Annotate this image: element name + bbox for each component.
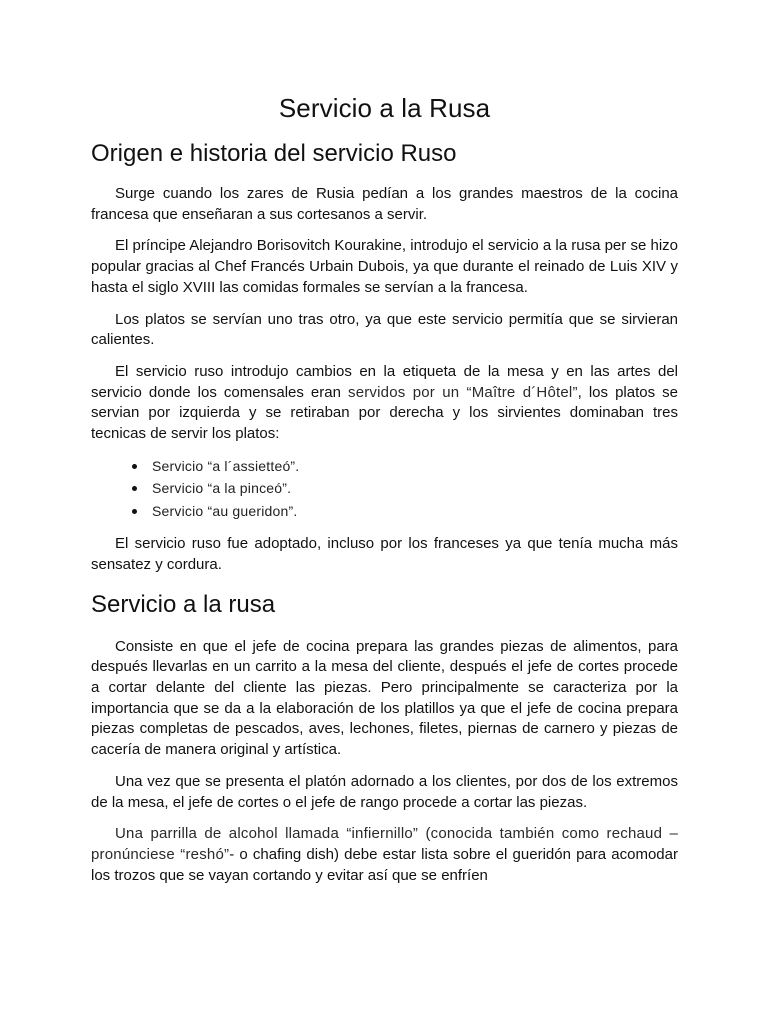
- list-item: [91, 500, 678, 523]
- bullet-icon: [132, 509, 137, 514]
- paragraph-origin-zares: Surge cuando los zares de Rusia pedían a los grandes maestros de la cocina francesa que enseñaran a sus cortesanos a servir.: [91, 185, 678, 223]
- bullet-icon: [132, 464, 137, 469]
- paragraph-origin-adoptado: El servicio ruso fue adoptado, incluso por los franceses ya que tenía mucha más sensatez y cordura.: [91, 535, 678, 573]
- maitre-dhotel-text: servidos por un “Maître d´Hôtel”: [348, 383, 578, 401]
- paragraph-origin-etiqueta-part-1: El servicio ruso introdujo cambios en la etiqueta de la mesa y en las artes del servicio donde los comensales eran: [91, 362, 678, 401]
- paragraph-origin-platos: Los platos se servían uno tras otro, ya que este servicio permitía que se sirvieran calientes.: [91, 310, 678, 349]
- list-item-text: Servicio “au gueridon”.: [152, 502, 298, 519]
- paragraph-rusa-infiernillo-part-1: Una parrilla de alcohol llamada “infiernillo” (conocida también como rechaud – pronúnciese “reshó”: [91, 825, 678, 863]
- document-title: Servicio a la Rusa: [278, 93, 491, 123]
- section-heading-origin: Origen e historia del servicio Ruso: [91, 140, 457, 167]
- list-item-text: Servicio “a la pinceó”.: [152, 480, 292, 497]
- paragraph-origin-etiqueta: [91, 362, 678, 445]
- paragraph-rusa-infiernillo-part-2: - o chafing dish) debe estar lista sobre el gueridón para acomodar los trozos que se vayan cortando y evitar así que se enfríen: [91, 845, 678, 884]
- service-techniques-list: [91, 455, 678, 523]
- section-heading-servicio-rusa: Servicio a la rusa: [91, 590, 276, 618]
- paragraph-rusa-platon: Una vez que se presenta el platón adornado a los clientes, por dos de los extremos de la mesa, el jefe de cortes o el jefe de rango procede a cortar las piezas.: [91, 772, 678, 811]
- paragraph-origin-etiqueta-part-3: , los platos se servian por izquierda y se retiraban por derecha y los sirvientes dominaban tres tecnicas de servir los platos:: [91, 383, 678, 443]
- paragraph-origin-kourakine: El príncipe Alejandro Borisovitch Kourakine, introdujo el servicio a la rusa per se hizo popular gracias al Chef Francés Urbain Dubois, ya que durante el reinado de Luis XIV y hasta el siglo XVIII las comidas formales se servían a la francesa.: [91, 237, 678, 296]
- list-item-text: Servicio “a l´assietteó”.: [152, 457, 300, 474]
- paragraph-rusa-infiernillo: [91, 824, 678, 886]
- paragraph-rusa-consiste: Consiste en que el jefe de cocina prepara las grandes piezas de alimentos, para después llevarlas en un carrito a la mesa del cliente, después el jefe de cortes procede a cortar delante del cliente las piezas. Pero principalmente se caracteriza por la importancia que se da a la elaboración de los platillos ya que el jefe de cocina prepara piezas completas de pescados, aves, lechones, filetes, piernas de carnero y piezas de cacería de manera original y artística.: [91, 637, 678, 759]
- list-item: [91, 477, 678, 500]
- bullet-icon: [132, 486, 137, 491]
- list-item: [91, 455, 678, 478]
- document-body: [91, 90, 678, 886]
